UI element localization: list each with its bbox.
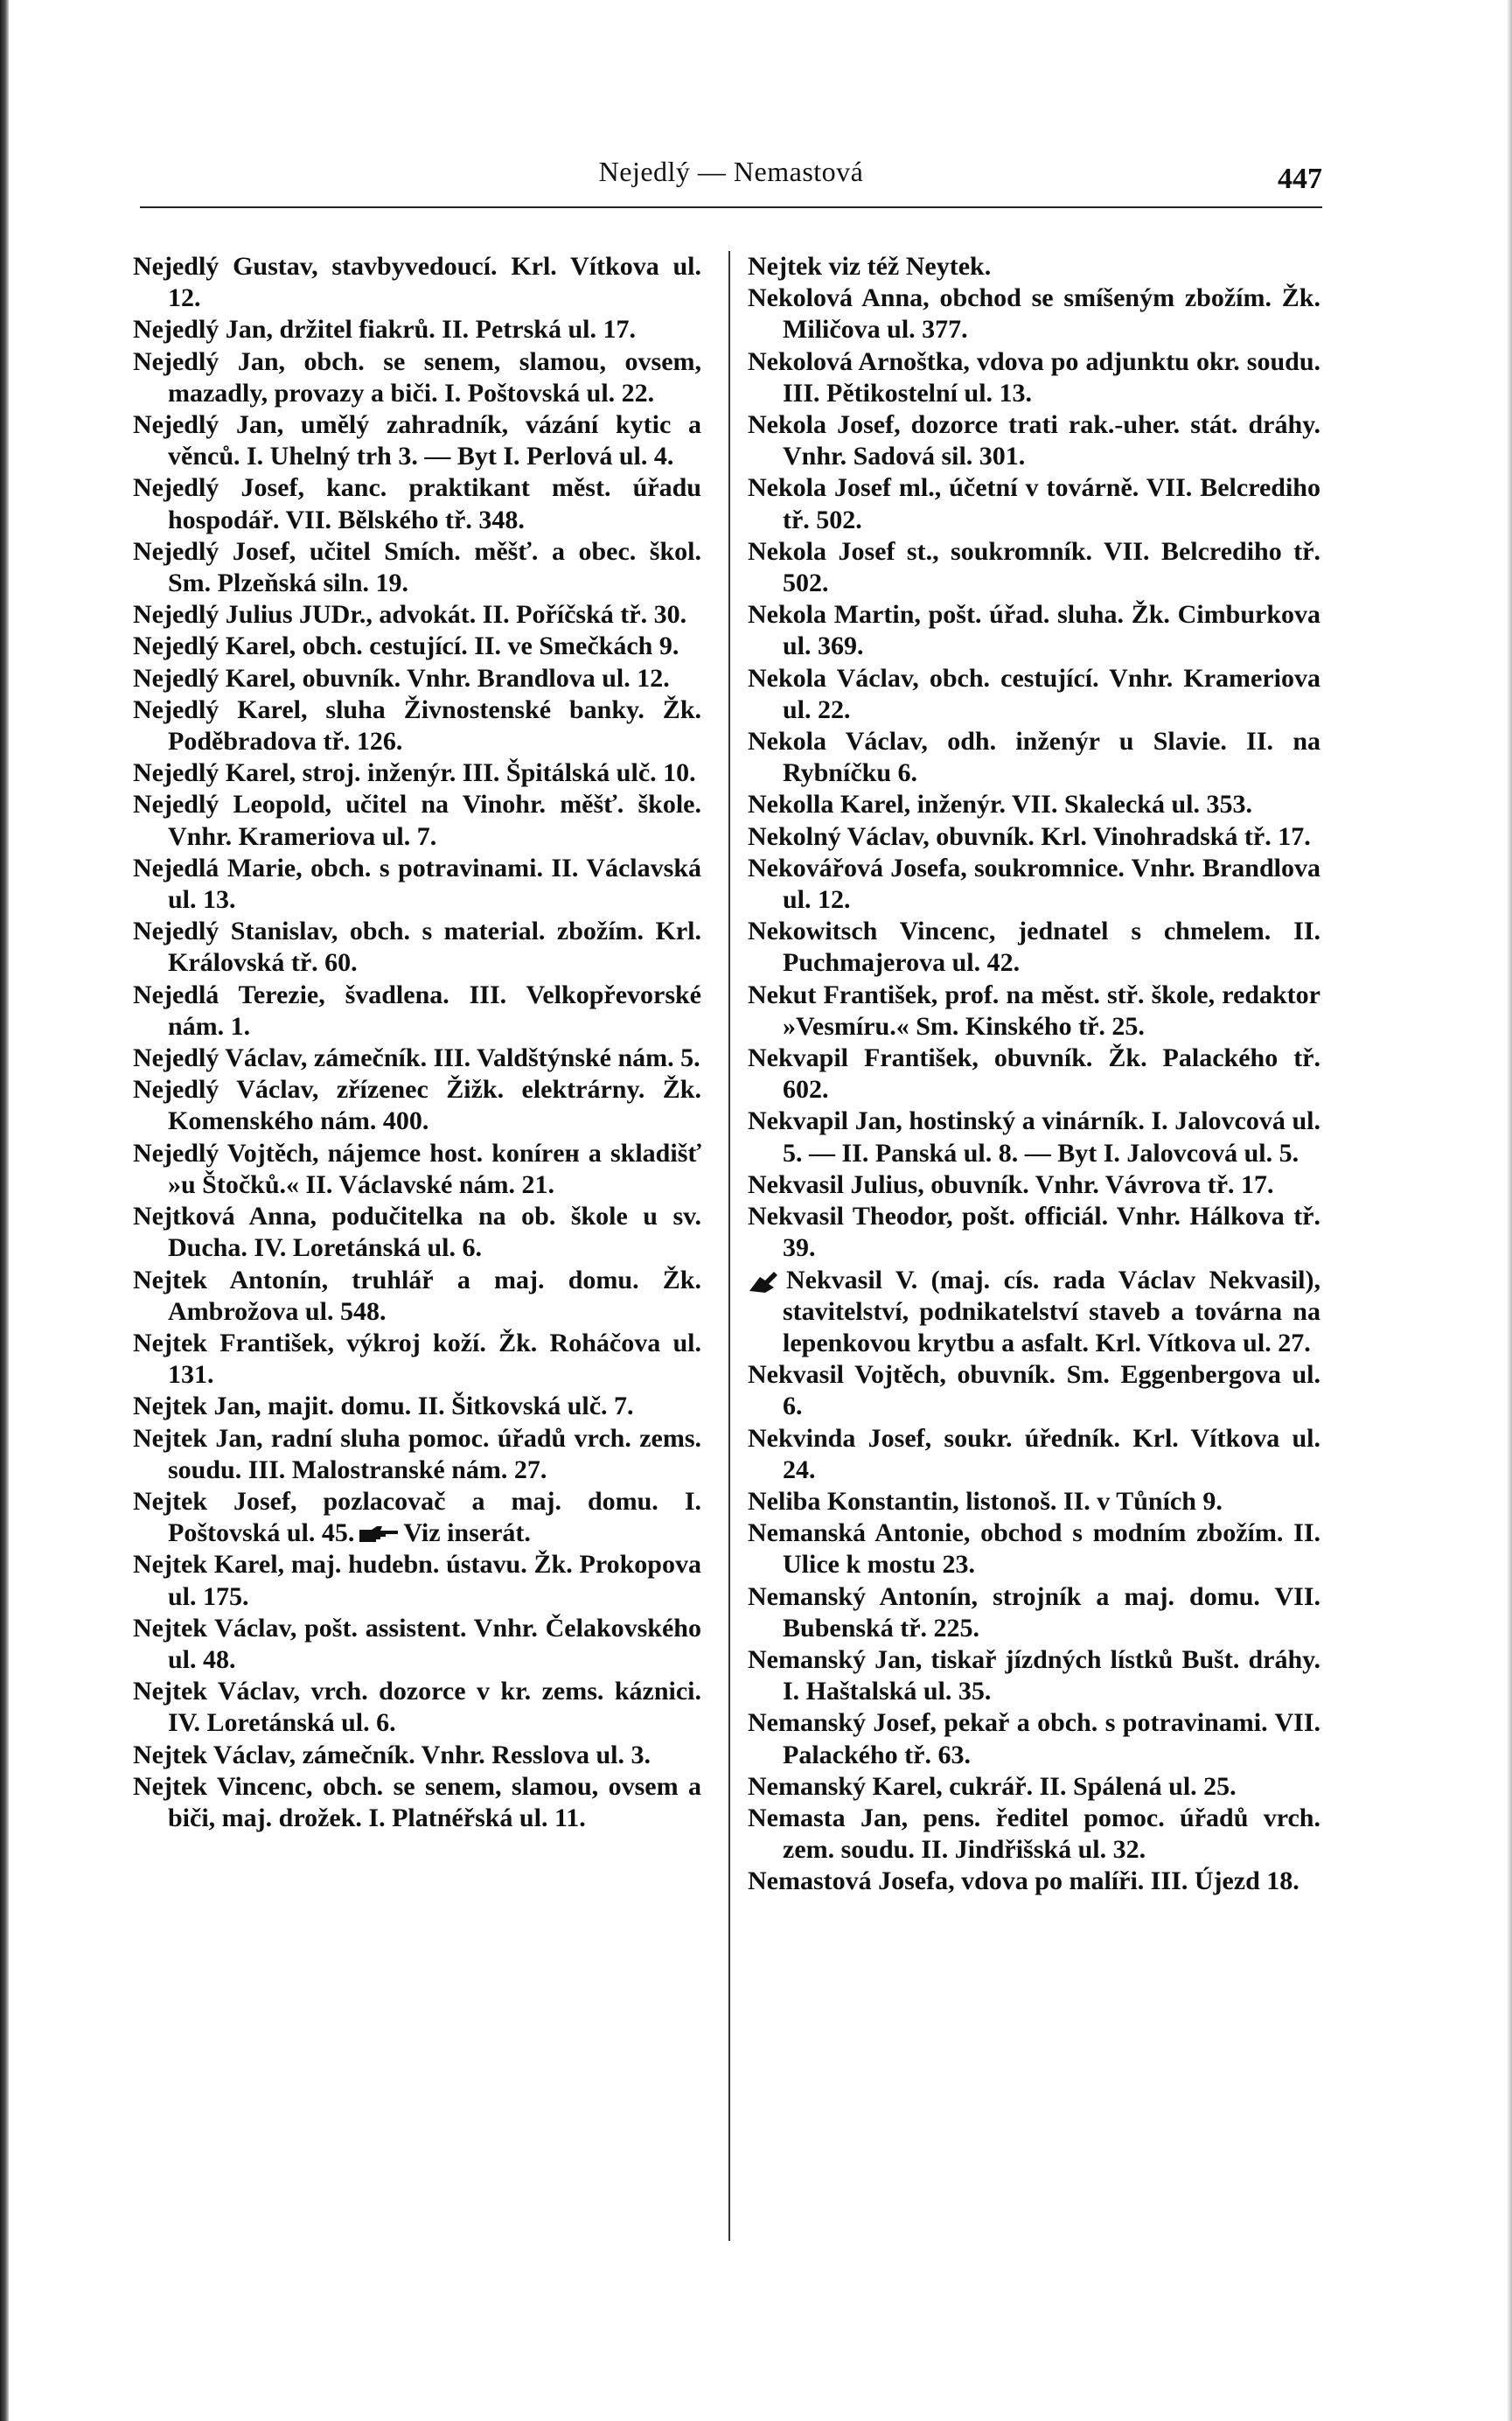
directory-entry: Neliba Konstantin, listonoš. II. v Tůních 9.	[748, 1486, 1223, 1516]
directory-entry: Nejedlý Karel, obch. cestující. II. ve Smečkách 9.	[133, 631, 679, 661]
directory-entry: Nemanský Karel, cukrář. II. Spálená ul. 25.	[748, 1771, 1237, 1801]
directory-entry: Nekvasil Julius, obuvník. Vnhr. Vávrova tř. 17.	[748, 1169, 1274, 1199]
directory-entry: Nejtek Antonín, truhlář a maj. domu. Žk. Ambrožova ul. 548.	[133, 1265, 701, 1326]
directory-entry: Nekvasil Vojtěch, obuvník. Sm. Eggenbergova ul. 6.	[748, 1360, 1320, 1421]
directory-entry: Nejedlý Jan, obch. se senem, slamou, ovsem, mazadly, provazy a biči. I. Poštovská ul. 22.	[133, 346, 701, 408]
directory-entry: Nekolová Arnoštka, vdova po adjunktu okr. soudu. III. Pětikostelní ul. 13.	[748, 346, 1320, 408]
directory-entry: Nejedlý Jan, umělý zahradník, vázání kytic a věnců. I. Uhelný trh 3. — Byt I. Perlová ul. 4.	[133, 410, 701, 471]
directory-entry: Nekowitsch Vincenc, jednatel s chmelem. II. Puchmajerova ul. 42.	[748, 917, 1320, 978]
directory-entry: Nekola Josef, dozorce trati rak.-uher. stát. dráhy. Vnhr. Sadová sil. 301.	[748, 410, 1320, 471]
directory-entry: Nejtek viz též Neytek.	[748, 252, 992, 281]
directory-entry: Nejtek Václav, vrch. dozorce v kr. zems. káznici. IV. Loretánská ul. 6.	[133, 1677, 701, 1738]
entry-text: Nejtek Josef, pozlacovač a maj. domu. I. Poštovská ul. 45.	[133, 1486, 701, 1548]
directory-entry: Nejedlý Vojtěch, nájemce host. konírен a skladišť »u Štočků.« II. Václavské nám. 21.	[133, 1138, 701, 1199]
directory-entry: Nejedlý Gustav, stavbyvedoucí. Krl. Vítkova ul. 12.	[133, 252, 701, 313]
directory-entry: Nekovářová Josefa, soukromnice. Vnhr. Brandlova ul. 12.	[748, 853, 1320, 915]
directory-entry: Nejedlá Marie, obch. s potravinami. II. Václavská ul. 13.	[133, 853, 701, 915]
directory-entry: Nemastová Josefa, vdova po malíři. III. Újezd 18.	[748, 1866, 1299, 1896]
directory-entry: Nekola Josef st., soukromník. VII. Belcrediho tř. 502.	[748, 536, 1320, 598]
entry-text: Nekvasil V. (maj. cís. rada Václav Nekvasil), stavitelství, podnikatelství staveb a továrna na lepenkovou krytbu a asfalt. Krl. Vítkova ul. 27.	[783, 1265, 1320, 1357]
directory-entry: Nejedlý Stanislav, obch. s material. zbožím. Krl. Královská tř. 60.	[133, 917, 701, 978]
directory-entry: Nejedlý Josef, kanc. praktikant měst. úřadu hospodář. VII. Bělského tř. 348.	[133, 473, 701, 534]
directory-entry: Nekvapil František, obuvník. Žk. Palackého tř. 602.	[748, 1043, 1320, 1105]
right-column	[748, 251, 1320, 1898]
directory-entry-advert	[748, 1265, 1320, 1360]
directory-entry: Nekola Josef ml., účetní v továrně. VII. Belcrediho tř. 502.	[748, 473, 1320, 534]
directory-entry: Nekvinda Josef, soukr. úředník. Krl. Vítkova ul. 24.	[748, 1423, 1320, 1484]
left-column	[133, 251, 701, 1834]
directory-entry: Nekolová Anna, obchod se smíšeným zbožím. Žk. Miličova ul. 377.	[748, 283, 1320, 345]
scan-binding-edge	[0, 0, 9, 2421]
directory-entry: Nejedlý Jan, držitel fiakrů. II. Petrská ul. 17.	[133, 315, 636, 345]
directory-entry: Nejtek Václav, pošt. assistent. Vnhr. Čelakovského ul. 48.	[133, 1613, 701, 1674]
pointing-hand-icon	[358, 1524, 400, 1545]
directory-entry: Nejedlý Leopold, učitel na Vinohr. měšť. škole. Vnhr. Krameriova ul. 7.	[133, 790, 701, 851]
directory-entry: Nejtek Karel, maj. hudebn. ústavu. Žk. Prokopova ul. 175.	[133, 1550, 701, 1611]
directory-entry: Nemanský Jan, tiskař jízdných lístků Bušt. dráhy. I. Haštalská ul. 35.	[748, 1644, 1320, 1706]
directory-entry: Nejtek Jan, majit. domu. II. Šitkovská ulč. 7.	[133, 1392, 634, 1421]
directory-entry: Nemanský Antonín, strojník a maj. domu. VII. Bubenská tř. 225.	[748, 1581, 1320, 1643]
directory-entry: Nejedlý Julius JUDr., advokát. II. Poříčská tř. 30.	[133, 600, 687, 630]
directory-entry: Nekolný Václav, obuvník. Krl. Vinohradská tř. 17.	[748, 821, 1311, 851]
directory-entry-with-insert	[133, 1486, 701, 1549]
directory-entry: Nejtek Jan, radní sluha pomoc. úřadů vrch. zems. soudu. III. Malostranské nám. 27.	[133, 1423, 701, 1484]
directory-entry: Nemanský Josef, pekař a obch. s potravinami. VII. Palackého tř. 63.	[748, 1708, 1320, 1769]
directory-entry: Nekola Martin, pošt. úřad. sluha. Žk. Cimburkova ul. 369.	[748, 600, 1320, 661]
scan-right-edge	[1507, 0, 1512, 2421]
page-header	[140, 156, 1322, 199]
directory-entry: Nekola Václav, obch. cestující. Vnhr. Krameriova ul. 22.	[748, 663, 1320, 724]
directory-entry: Nemanská Antonie, obchod s modním zbožím. II. Ulice k mostu 23.	[748, 1518, 1320, 1580]
running-head-title: Nejedlý — Nemastová	[598, 156, 864, 187]
page-number: 447	[1278, 163, 1322, 195]
directory-entry: Nejedlá Terezie, švadlena. III. Velkopřevorské nám. 1.	[133, 980, 701, 1041]
directory-entry: Nejedlý Josef, učitel Smích. měšť. a obec. škol. Sm. Plzeňská siln. 19.	[133, 536, 701, 598]
directory-entry: Nekvapil Jan, hostinský a vinárník. I. Jalovcová ul. 5. — II. Panská ul. 8. — Byt I. Jalovcová ul. 5.	[748, 1106, 1320, 1168]
directory-entry: Nejtek Vincenc, obch. se senem, slamou, ovsem a biči, maj. drožek. I. Platnéřská ul. 11.	[133, 1771, 701, 1832]
header-rule	[140, 206, 1322, 208]
directory-entry: Nejtek Václav, zámečník. Vnhr. Resslova ul. 3.	[133, 1740, 651, 1769]
directory-entry: Nekvasil Theodor, pošt. officiál. Vnhr. Hálkova tř. 39.	[748, 1202, 1320, 1263]
directory-entry: Nekut František, prof. na měst. stř. škole, redaktor »Vesmíru.« Sm. Kinského tř. 25.	[748, 980, 1320, 1041]
directory-entry: Nejtková Anna, podučitelka na ob. škole u sv. Ducha. IV. Loretánská ul. 6.	[133, 1202, 701, 1263]
insert-note: Viz inserát.	[403, 1518, 531, 1548]
directory-entry: Nejtek František, výkroj koží. Žk. Roháčova ul. 131.	[133, 1328, 701, 1390]
directory-entry: Nejedlý Karel, sluha Živnostenské banky. Žk. Poděbradova tř. 126.	[133, 694, 701, 757]
column-divider	[728, 251, 730, 2241]
directory-entry: Nejedlý Karel, stroj. inženýr. III. Špitálská ulč. 10.	[133, 758, 696, 788]
directory-entry: Nekolla Karel, inženýr. VII. Skalecká ul. 353.	[748, 790, 1253, 820]
pointing-hand-icon	[748, 1270, 783, 1294]
directory-entry: Nejedlý Václav, zřízenec Žižk. elektrárny. Žk. Komenského nám. 400.	[133, 1075, 701, 1136]
directory-entry: Nemasta Jan, pens. ředitel pomoc. úřadů vrch. zem. soudu. II. Jindřišská ul. 32.	[748, 1803, 1320, 1865]
directory-entry: Nejedlý Václav, zámečník. III. Valdštýnské nám. 5.	[133, 1043, 700, 1073]
directory-entry: Nejedlý Karel, obuvník. Vnhr. Brandlova ul. 12.	[133, 663, 670, 693]
directory-entry: Nekola Václav, odh. inženýr u Slavie. II. na Rybníčku 6.	[748, 727, 1320, 788]
